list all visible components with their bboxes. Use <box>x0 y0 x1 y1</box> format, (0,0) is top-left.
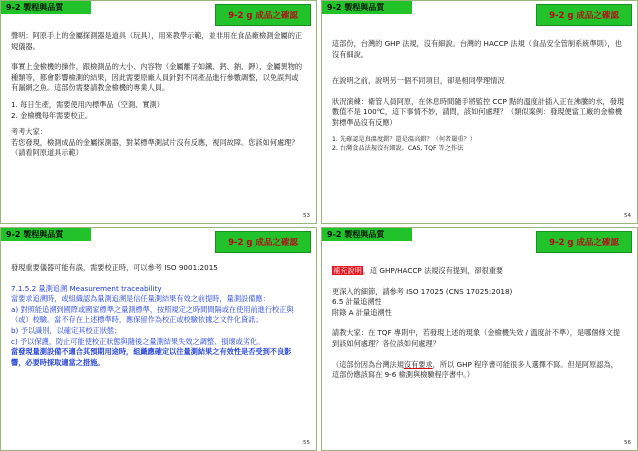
slide-header <box>1 1 316 31</box>
reference-line: 更深入的細節，請參考 ISO 17025 (CNS 17025:2018) <box>332 286 513 296</box>
supplement-text: ，這 GHP/HACCP 法規沒有提到，卻很重要 <box>362 266 504 275</box>
slide-body <box>11 263 304 436</box>
slide-body <box>332 266 625 436</box>
slide-body <box>11 31 304 209</box>
slide-55 <box>0 227 317 451</box>
regulation-paragraph: 這部份，台灣的 GHP 法規，沒有細說。台灣的 HACCP 法規（食品安全管制系統準則），也沒有細說。 <box>332 39 622 59</box>
clause-heading: 7.1.5.2 量測追溯 Measurement traceability <box>11 283 162 293</box>
note-underline: 沒有要求 <box>403 359 433 369</box>
list-item-2: 2. 金檢機每年需要校正。 <box>11 110 93 120</box>
clause-item-c: c) 予以保護，防止可能使校正狀態與隨後之量測結果失效之調整、損壞或劣化。 <box>11 336 265 346</box>
quiz-question: 若您發現，檢測成品的金屬探測器，對某標準測試片沒有反應，視同故障。您該如何處理？（請看阿原道具示範） <box>11 137 299 158</box>
list-item-1: 1. 每日生產，需要使用內標準品（空測、實測） <box>11 99 164 109</box>
slide-header <box>322 1 637 31</box>
topic-box: 9-2 g 成品之確認 <box>536 231 632 253</box>
statement-paragraph: 聲明：阿原手上的金屬探測器是道具（玩具），用來教學示範，並非用在食品廠檢測金屬的正規儀器。 <box>11 31 303 51</box>
slide-53 <box>0 0 317 224</box>
supplement-line <box>332 266 625 277</box>
supplement-mark: 補充說明 <box>333 266 362 275</box>
section-tag: 9-2 製程與品質 <box>1 228 91 241</box>
note-paragraph <box>332 360 625 381</box>
page-number: 55 <box>303 440 310 446</box>
section-ref-2: 附錄 A 計量追溯性 <box>332 307 392 317</box>
slide-54 <box>321 0 638 224</box>
reference-paragraph: 發現重要儀器可能有誤，需要校正時，可以參考 ISO 9001:2015 <box>11 263 218 272</box>
list-item-1: 1. 先確認是真溫度錯？還是溫高錯？（何者嚴重？） <box>332 135 476 143</box>
quiz-heading: 考考大家： <box>11 127 47 137</box>
explanation-paragraph: 事實上金檢機的操作，跟檢測品的大小、內容物（金屬離子如鐵、鈣、鈉、鉀）、金屬異物的種類等，都會影響檢測的結果，因此需要原廠人員針對不同產品進行參數調整，以免誤判或有漏網之魚。這部份需要請教金檢機的專業人員。 <box>11 62 303 93</box>
slide-header <box>322 228 637 258</box>
note-part-1: （這部份因為台灣法規 <box>332 359 404 369</box>
intro-paragraph: 在說明之前，說明另一個不同項目，卻是相同學理情況 <box>332 76 505 86</box>
section-ref-1: 6.5 計量追溯性 <box>332 297 382 307</box>
page-number: 56 <box>624 440 631 446</box>
clause-conclusion: 當發現量測設備不適合其預期用途時，組織應確定以往量測結果之有效性是否受到不良影響，必要時採取適當之措施。 <box>11 347 292 367</box>
topic-box: 9-2 g 成品之確認 <box>215 231 311 253</box>
slide-body <box>332 39 625 209</box>
note-part-2: ，所以 GHP 程序書可能很多人選擇不寫。但是阿原認為，這部份應該寫在 9-6 檢測與檢驗程序書中。） <box>332 359 618 380</box>
clause-item-a: a) 對照能追溯到國際或國家標準之量測標準，按照規定之時間間隔或在使用前進行校正與（或）校驗。當不存在上述標準時，應保留作為校正或校驗依據之文件化資訊； <box>11 304 294 325</box>
clause-item-b: b) 予以識別，以確定其校正狀態； <box>11 325 122 335</box>
section-tag: 9-2 製程與品質 <box>322 228 412 241</box>
list-item-2: 2. 台灣食品法規沒有細說。CAS, TQF 等之作法 <box>332 144 464 152</box>
topic-box: 9-2 g 成品之確認 <box>215 4 311 26</box>
page-number: 53 <box>303 213 310 219</box>
section-tag: 9-2 製程與品質 <box>322 1 412 14</box>
slide-header <box>1 228 316 258</box>
section-tag: 9-2 製程與品質 <box>1 1 91 14</box>
scenario-paragraph: 狀況演練：衛管人員阿原，在休息時間隨手將監控 CCP 點的溫度計插入正在沸騰的水，發現數值不是 100℃，這下事情不妙，請問，該如何處理？（類似案例：發現便當工廠的金檢機對標準品沒有反應） <box>332 96 625 127</box>
page-number: 54 <box>624 213 631 219</box>
slide-56 <box>321 227 638 451</box>
question-paragraph: 請教大家：在 TQF 專則中，若發現上述的現象（金檢機失效 / 溫度計不準），是哪個條文提到該如何處理？各位該如何處理？ <box>332 328 621 348</box>
clause-intro: 當要求追溯時，或組織認為量測追溯是信任量測結果有效之前提時，量測設備應： <box>11 294 270 304</box>
topic-box: 9-2 g 成品之確認 <box>536 4 632 26</box>
